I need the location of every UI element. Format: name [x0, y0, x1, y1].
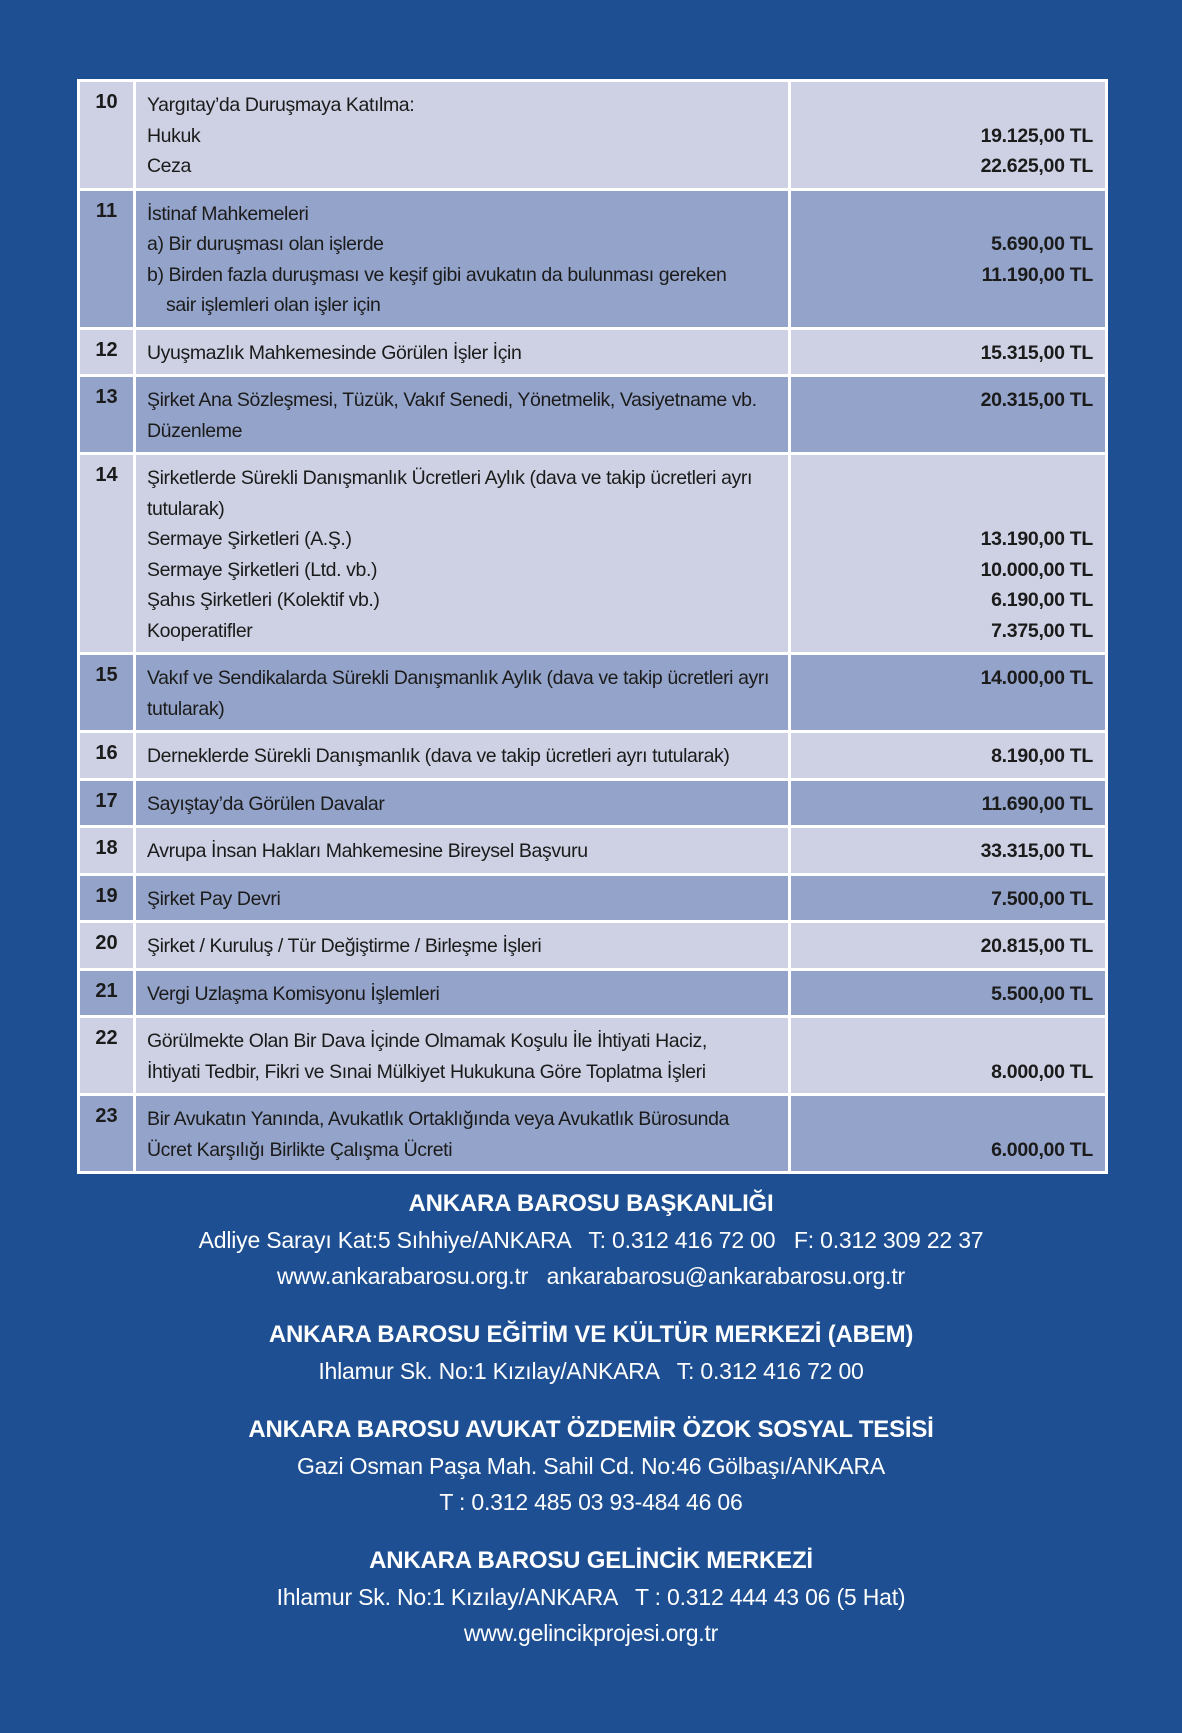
fee-amount: 7.500,00 TL	[991, 887, 1093, 910]
description-line: b) Birden fazla duruşması ve keşif gibi avukatın da bulunması gereken	[147, 263, 727, 286]
fee-table-body	[79, 81, 1107, 1173]
description-line: Şirket Ana Sözleşmesi, Tüzük, Vakıf Senedi, Yönetmelik, Vasiyetname vb.	[147, 389, 757, 411]
org-title: ANKARA BAROSU AVUKAT ÖZDEMİR ÖZOK SOSYAL TESİSİ	[248, 1416, 934, 1443]
table-row	[79, 1095, 1107, 1173]
row-fee	[790, 732, 1107, 780]
row-number: 23	[79, 1095, 135, 1173]
fee-amount: 11.690,00 TL	[981, 792, 1093, 815]
row-fee	[790, 81, 1107, 190]
row-fee	[790, 1095, 1107, 1173]
contact-block-gelincik	[0, 1543, 1182, 1651]
row-number: 20	[79, 922, 135, 970]
description-line: Sermaye Şirketleri (A.Ş.)	[147, 528, 352, 550]
table-row	[79, 922, 1107, 970]
address-line: Gazi Osman Paşa Mah. Sahil Cd. No:46 Gölbaşı/ANKARA	[296, 1453, 886, 1479]
fee-amount: 13.190,00 TL	[980, 528, 1093, 550]
row-description	[135, 922, 790, 970]
description-line: tutularak)	[147, 697, 225, 720]
row-fee	[790, 328, 1107, 376]
row-description	[135, 376, 790, 454]
description-line: Yargıtay’da Duruşmaya Katılma:	[147, 94, 415, 116]
row-number: 14	[79, 454, 135, 654]
fee-table	[77, 79, 1108, 1174]
row-fee	[790, 1017, 1107, 1095]
row-description	[135, 328, 790, 376]
fee-amount: 10.000,00 TL	[980, 558, 1093, 581]
row-description	[135, 969, 790, 1017]
row-number: 17	[79, 779, 135, 827]
description-line: Şahıs Şirketleri (Kolektif vb.)	[147, 589, 380, 611]
row-description	[135, 81, 790, 190]
row-description	[135, 732, 790, 780]
row-fee	[790, 827, 1107, 875]
row-number: 21	[79, 969, 135, 1017]
description-line: a) Bir duruşması olan işlerde	[147, 233, 384, 255]
description-line: Görülmekte Olan Bir Dava İçinde Olmamak Koşulu İle İhtiyati Haciz,	[147, 1030, 707, 1052]
fee-amount: 6.190,00 TL	[991, 589, 1093, 611]
address-line: Adliye Sarayı Kat:5 Sıhhiye/ANKARA T: 0.312 416 72 00 F: 0.312 309 22 37	[198, 1227, 984, 1253]
row-fee	[790, 779, 1107, 827]
fee-amount: 22.625,00 TL	[980, 155, 1093, 177]
row-number: 10	[79, 81, 135, 190]
description-line: Hukuk	[147, 124, 201, 147]
description-line: Vergi Uzlaşma Komisyonu İşlemleri	[147, 982, 440, 1005]
table-row	[79, 969, 1107, 1017]
description-line: İstinaf Mahkemeleri	[147, 202, 309, 225]
row-fee	[790, 376, 1107, 454]
row-number: 16	[79, 732, 135, 780]
table-row	[79, 827, 1107, 875]
description-line: sair işlemleri olan işler için	[166, 294, 381, 316]
description-line: Sermaye Şirketleri (Ltd. vb.)	[147, 558, 378, 581]
table-row	[79, 376, 1107, 454]
row-description	[135, 874, 790, 922]
description-line: Ücret Karşılığı Birlikte Çalışma Ücreti	[147, 1138, 453, 1161]
org-title: ANKARA BAROSU GELİNCİK MERKEZİ	[369, 1547, 813, 1574]
row-number: 13	[79, 376, 135, 454]
row-number: 18	[79, 827, 135, 875]
fee-amount: 8.000,00 TL	[991, 1060, 1093, 1083]
row-fee	[790, 922, 1107, 970]
fee-amount: 15.315,00 TL	[980, 341, 1093, 364]
description-line: Bir Avukatın Yanında, Avukatlık Ortaklığında veya Avukatlık Bürosunda	[147, 1108, 729, 1130]
org-title: ANKARA BAROSU EĞİTİM VE KÜLTÜR MERKEZİ (ABEM)	[268, 1321, 914, 1348]
row-number: 22	[79, 1017, 135, 1095]
fee-amount: 8.190,00 TL	[991, 745, 1093, 767]
table-row	[79, 454, 1107, 654]
address-line: Ihlamur Sk. No:1 Kızılay/ANKARA T: 0.312 416 72 00	[318, 1358, 864, 1384]
web-email-line[interactable]: www.ankarabarosu.org.tr ankarabarosu@ankarabarosu.org.tr	[277, 1263, 905, 1289]
description-line: Kooperatifler	[147, 619, 253, 642]
fee-amount: 33.315,00 TL	[980, 840, 1093, 862]
description-line: Uyuşmazlık Mahkemesinde Görülen İşler İçin	[147, 341, 522, 364]
contact-block-baro	[0, 1186, 1182, 1294]
address-line: Ihlamur Sk. No:1 Kızılay/ANKARA T : 0.312 444 43 06 (5 Hat)	[276, 1584, 906, 1610]
row-description	[135, 779, 790, 827]
fee-amount: 20.315,00 TL	[980, 389, 1093, 411]
org-title: ANKARA BAROSU BAŞKANLIĞI	[408, 1190, 774, 1217]
table-row	[79, 654, 1107, 732]
fee-amount: 14.000,00 TL	[980, 667, 1093, 689]
row-fee	[790, 454, 1107, 654]
fee-amount: 7.375,00 TL	[991, 619, 1093, 642]
row-description	[135, 189, 790, 328]
phone-line: T : 0.312 485 03 93-484 46 06	[439, 1489, 743, 1515]
row-number: 15	[79, 654, 135, 732]
row-number: 19	[79, 874, 135, 922]
table-row	[79, 779, 1107, 827]
footer-contacts	[0, 1186, 1182, 1674]
description-line: İhtiyati Tedbir, Fikri ve Sınai Mülkiyet Hukukuna Göre Toplatma İşleri	[147, 1060, 706, 1083]
table-row	[79, 732, 1107, 780]
contact-block-tesis	[0, 1412, 1182, 1520]
row-fee	[790, 189, 1107, 328]
row-fee	[790, 874, 1107, 922]
row-description	[135, 827, 790, 875]
description-line: tutularak)	[147, 497, 225, 520]
description-line: Ceza	[147, 155, 191, 177]
table-row	[79, 328, 1107, 376]
fee-amount: 5.690,00 TL	[991, 233, 1093, 255]
row-description	[135, 1017, 790, 1095]
table-row	[79, 874, 1107, 922]
description-line: Şirket / Kuruluş / Tür Değiştirme / Birleşme İşleri	[147, 935, 542, 957]
description-line: Vakıf ve Sendikalarda Sürekli Danışmanlık Aylık (dava ve takip ücretleri ayrı	[147, 667, 770, 689]
fee-amount: 5.500,00 TL	[991, 982, 1093, 1005]
fee-amount: 6.000,00 TL	[991, 1138, 1093, 1161]
row-number: 12	[79, 328, 135, 376]
table-row	[79, 1017, 1107, 1095]
web-line[interactable]: www.gelincikprojesi.org.tr	[463, 1620, 719, 1646]
table-row	[79, 81, 1107, 190]
row-number: 11	[79, 189, 135, 328]
table-row	[79, 189, 1107, 328]
contact-block-abem	[0, 1317, 1182, 1389]
description-line: Avrupa İnsan Hakları Mahkemesine Bireysel Başvuru	[147, 840, 588, 862]
row-description	[135, 1095, 790, 1173]
row-fee	[790, 969, 1107, 1017]
description-line: Sayıştay’da Görülen Davalar	[147, 792, 385, 815]
description-line: Düzenleme	[147, 419, 243, 442]
description-line: Şirketlerde Sürekli Danışmanlık Ücretleri Aylık (dava ve takip ücretleri ayrı	[147, 467, 752, 489]
row-fee	[790, 654, 1107, 732]
fee-amount: 11.190,00 TL	[981, 263, 1093, 286]
row-description	[135, 454, 790, 654]
fee-amount: 20.815,00 TL	[980, 935, 1093, 957]
description-line: Derneklerde Sürekli Danışmanlık (dava ve takip ücretleri ayrı tutularak)	[147, 745, 730, 767]
description-line: Şirket Pay Devri	[147, 887, 281, 910]
fee-amount: 19.125,00 TL	[980, 124, 1093, 147]
row-description	[135, 654, 790, 732]
